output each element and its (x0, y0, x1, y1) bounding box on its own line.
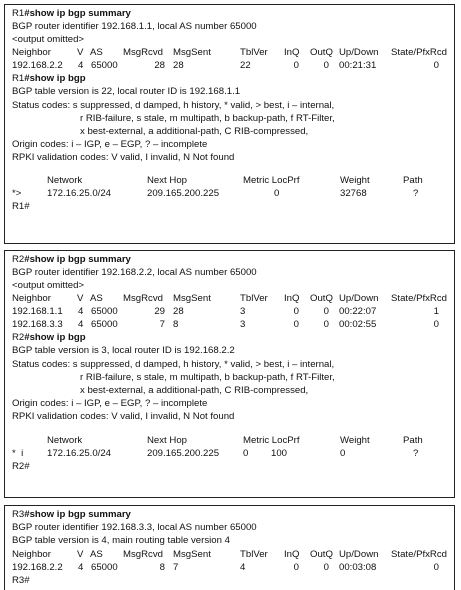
r3-nbr-msgsent: 7 (173, 562, 179, 573)
r1-nbr-msgsent: 28 (173, 60, 184, 71)
r2-nbr2-as: 65000 (91, 319, 118, 330)
r2-route-path: ? (413, 448, 419, 459)
r1-route-path: ? (413, 188, 419, 199)
r1-router-id-line: BGP router identifier 192.168.1.1, local AS number 65000 (12, 21, 257, 32)
r1-nbr-tblver: 22 (240, 60, 251, 71)
r2-nbr1-msgrcvd: 29 (154, 306, 165, 317)
r1-status-codes-2: r RIB-failure, s stale, m multipath, b backup-path, f RT-Filter, (80, 113, 335, 124)
r2-status-codes-1: Status codes: s suppressed, d damped, h history, * valid, > best, i – internal, (12, 359, 335, 370)
r2-nbr2-msgsent: 8 (173, 319, 179, 330)
r3-nbr-outq: 0 (323, 562, 329, 573)
r3-hdr-msgrcvd: MsgRcvd (123, 549, 163, 560)
r2-summary-command-line (12, 254, 131, 266)
r2-route-nexthop: 209.165.200.225 (147, 448, 220, 459)
r1-origin-codes: Origin codes: i – IGP, e – EGP, ? – incomplete (12, 139, 208, 150)
r2-bgp-prompt-host: R2 (12, 332, 25, 343)
r1-nbr-v: 4 (78, 60, 84, 71)
r2-terminal-panel (4, 250, 455, 498)
r2-status-codes-3: x best-external, a additional-path, C RIB-compressed, (80, 385, 309, 396)
r1-hdr-updown: Up/Down (339, 47, 379, 58)
r1-route-status: *> (12, 188, 22, 199)
r2-prompt-host: R2 (12, 254, 25, 265)
r2-route-locprf: 100 (271, 448, 288, 459)
r1-status-codes-3: x best-external, a additional-path, C RIB-compressed, (80, 126, 309, 137)
r1-hdr-neighbor: Neighbor (12, 47, 51, 58)
r1-route-metric: 0 (274, 188, 280, 199)
r2-nbr1-outq: 0 (323, 306, 329, 317)
r1-hdr-inq: InQ (284, 47, 300, 58)
r3-summary-command: #show ip bgp summary (24, 509, 131, 520)
r1-bgp-command: #show ip bgp (24, 73, 86, 84)
r1-hdr-msgsent: MsgSent (173, 47, 211, 58)
r3-nbr-inq: 0 (293, 562, 299, 573)
r3-hdr-neighbor: Neighbor (12, 549, 51, 560)
r1-nbr-msgrcvd: 28 (154, 60, 165, 71)
r2-table-version-line: BGP table version is 3, local router ID is 192.168.2.2 (12, 345, 235, 356)
r1-nbr-state: 0 (433, 60, 439, 71)
r1-rhdr-nexthop: Next Hop (147, 175, 187, 186)
r2-nbr1-updown: 00:22:07 (339, 306, 377, 317)
r1-rpki-codes: RPKI validation codes: V valid, I invalid, N Not found (12, 152, 235, 163)
r3-nbr-state: 0 (433, 562, 439, 573)
r3-nbr-updown: 00:03:08 (339, 562, 377, 573)
r1-route-network: 172.16.25.0/24 (47, 188, 112, 199)
r2-summary-command: #show ip bgp summary (24, 254, 131, 265)
r3-hdr-tblver: TblVer (240, 549, 268, 560)
r2-rhdr-network: Network (47, 435, 83, 446)
r2-hdr-updown: Up/Down (339, 293, 379, 304)
r1-final-prompt: R1# (12, 201, 30, 212)
r2-hdr-v: V (77, 293, 84, 304)
r1-rhdr-weight: Weight (340, 175, 370, 186)
r2-nbr2-tblver: 3 (240, 319, 246, 330)
r2-rhdr-metric-locprf: Metric LocPrf (243, 435, 300, 446)
r3-router-id-line: BGP router identifier 192.168.3.3, local AS number 65000 (12, 522, 257, 533)
r2-hdr-as: AS (90, 293, 103, 304)
r2-rpki-codes: RPKI validation codes: V valid, I invalid, N Not found (12, 411, 235, 422)
r2-hdr-inq: InQ (284, 293, 300, 304)
r2-origin-codes: Origin codes: i – IGP, e – EGP, ? – incomplete (12, 398, 208, 409)
r2-hdr-neighbor: Neighbor (12, 293, 51, 304)
r1-summary-command-line (12, 8, 131, 20)
r1-nbr-as: 65000 (91, 60, 118, 71)
r1-hdr-as: AS (90, 47, 103, 58)
r1-nbr-outq: 0 (323, 60, 329, 71)
r1-nbr-updown: 00:21:31 (339, 60, 377, 71)
r1-rhdr-network: Network (47, 175, 83, 186)
r2-nbr2-ip: 192.168.3.3 (12, 319, 63, 330)
r1-output-omitted: <output omitted> (12, 34, 85, 45)
r2-hdr-tblver: TblVer (240, 293, 268, 304)
r2-nbr1-state: 1 (433, 306, 439, 317)
r2-hdr-msgrcvd: MsgRcvd (123, 293, 163, 304)
r3-hdr-as: AS (90, 549, 103, 560)
r3-hdr-v: V (77, 549, 84, 560)
r2-hdr-msgsent: MsgSent (173, 293, 211, 304)
r3-hdr-state: State/PfxRcd (391, 549, 447, 560)
r1-hdr-v: V (77, 47, 84, 58)
r2-nbr2-state: 0 (433, 319, 439, 330)
r3-hdr-outq: OutQ (310, 549, 333, 560)
r1-terminal-panel (4, 4, 455, 244)
r2-rhdr-weight: Weight (340, 435, 370, 446)
r3-prompt-host: R3 (12, 509, 25, 520)
r1-rhdr-path: Path (403, 175, 423, 186)
r1-summary-command: #show ip bgp summary (24, 8, 131, 19)
r2-route-metric: 0 (243, 448, 249, 459)
r1-status-codes-1: Status codes: s suppressed, d damped, h history, * valid, > best, i – internal, (12, 100, 335, 111)
r2-nbr2-updown: 00:02:55 (339, 319, 377, 330)
r1-bgp-command-line (12, 73, 86, 85)
r3-hdr-updown: Up/Down (339, 549, 379, 560)
r1-hdr-msgrcvd: MsgRcvd (123, 47, 163, 58)
r2-nbr2-inq: 0 (293, 319, 299, 330)
r1-rhdr-metric-locprf: Metric LocPrf (243, 175, 300, 186)
r2-router-id-line: BGP router identifier 192.168.2.2, local AS number 65000 (12, 267, 257, 278)
r1-hdr-tblver: TblVer (240, 47, 268, 58)
r1-route-weight: 32768 (340, 188, 367, 199)
r2-final-prompt: R2# (12, 461, 30, 472)
r3-hdr-inq: InQ (284, 549, 300, 560)
r2-nbr1-as: 65000 (91, 306, 118, 317)
r3-final-prompt: R3# (12, 575, 30, 586)
r2-rhdr-nexthop: Next Hop (147, 435, 187, 446)
r2-nbr2-outq: 0 (323, 319, 329, 330)
r3-hdr-msgsent: MsgSent (173, 549, 211, 560)
r2-status-codes-2: r RIB-failure, s stale, m multipath, b backup-path, f RT-Filter, (80, 372, 335, 383)
r1-prompt-host: R1 (12, 8, 25, 19)
r3-table-version-line: BGP table version is 4, main routing table version 4 (12, 535, 230, 546)
r2-output-omitted: <output omitted> (12, 280, 85, 291)
r2-nbr1-inq: 0 (293, 306, 299, 317)
r2-route-status: * i (12, 448, 24, 459)
r3-nbr-as: 65000 (91, 562, 118, 573)
r2-nbr2-v: 4 (78, 319, 84, 330)
r1-table-version-line: BGP table version is 22, local router ID is 192.168.1.1 (12, 86, 241, 97)
r3-nbr-msgrcvd: 8 (159, 562, 165, 573)
r3-terminal-panel (4, 505, 455, 590)
r1-hdr-outq: OutQ (310, 47, 333, 58)
r2-hdr-state: State/PfxRcd (391, 293, 447, 304)
r2-nbr1-tblver: 3 (240, 306, 246, 317)
r2-nbr1-ip: 192.168.1.1 (12, 306, 63, 317)
r2-route-network: 172.16.25.0/24 (47, 448, 112, 459)
r3-nbr-tblver: 4 (240, 562, 246, 573)
r2-bgp-command: #show ip bgp (24, 332, 86, 343)
r2-nbr1-v: 4 (78, 306, 84, 317)
r2-hdr-outq: OutQ (310, 293, 333, 304)
r1-bgp-prompt-host: R1 (12, 73, 25, 84)
r2-rhdr-path: Path (403, 435, 423, 446)
r1-hdr-state: State/PfxRcd (391, 47, 447, 58)
r3-nbr-ip: 192.168.2.2 (12, 562, 63, 573)
r2-nbr2-msgrcvd: 7 (159, 319, 165, 330)
r2-nbr1-msgsent: 28 (173, 306, 184, 317)
r2-bgp-command-line (12, 332, 86, 344)
r1-nbr-inq: 0 (293, 60, 299, 71)
r1-route-nexthop: 209.165.200.225 (147, 188, 220, 199)
r3-nbr-v: 4 (78, 562, 84, 573)
r2-route-weight: 0 (340, 448, 346, 459)
r3-summary-command-line (12, 509, 131, 521)
r1-nbr-ip: 192.168.2.2 (12, 60, 63, 71)
